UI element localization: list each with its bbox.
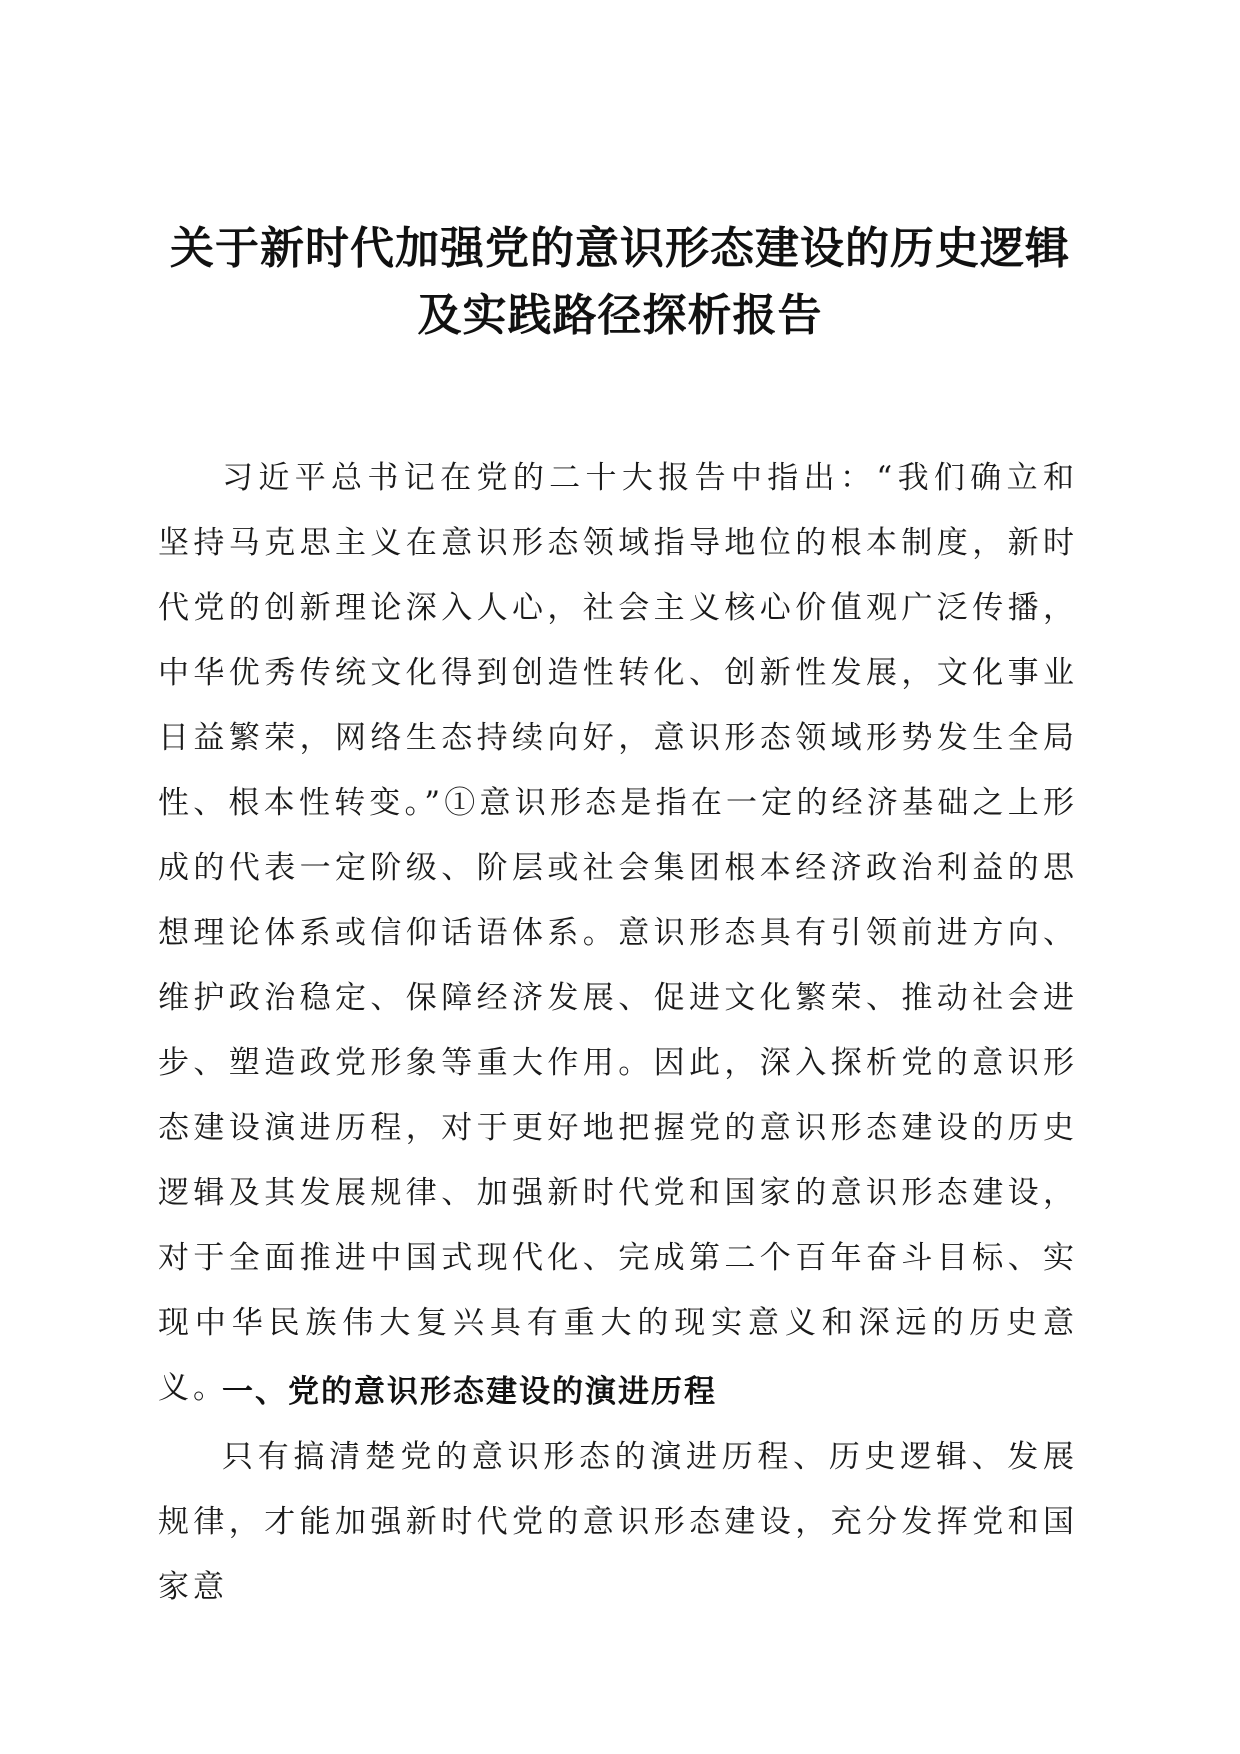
section-paragraph: 只有搞清楚党的意识形态的演进历程、历史逻辑、发展规律，才能加强新时代党的意识形态建设，充分发挥党和国家意 — [158, 1439, 1078, 1605]
section-heading: 一、党的意识形态建设的演进历程 — [222, 1374, 717, 1410]
document-title-line-1: 关于新时代加强党的意识形态建设的历史逻辑 — [170, 223, 1070, 274]
intro-paragraph: 习近平总书记在党的二十大报告中指出：“我们确立和坚持马克思主义在意识形态领域指导地位的根本制度，新时代党的创新理论深入人心，社会主义核心价值观广泛传播，中华优秀传统文化得到创造性转化、创新性发展，文化事业日益繁荣，网络生态持续向好，意识形态领域形势发生全局性、根本性转变。”①意识形态是指在一定的经济基础之上形成的代表一定阶级、阶层或社会集团根本经济政治利益的思想理论体系或信仰话语体系。意识形态具有引领前进方向、维护政治稳定、保障经济发展、促进文化繁荣、推动社会进步、塑造政党形象等重大作用。因此，深入探析党的意识形态建设演进历程，对于更好地把握党的意识形态建设的历史逻辑及其发展规律、加强新时代党和国家的意识形态建设，对于全面推进中国式现代化、完成第二个百年奋斗目标、实现中华民族伟大复兴具有重大的现实意义和深远的历史意义。 — [158, 460, 1078, 1406]
document-title-line-2: 及实践路径探析报告 — [417, 290, 823, 341]
